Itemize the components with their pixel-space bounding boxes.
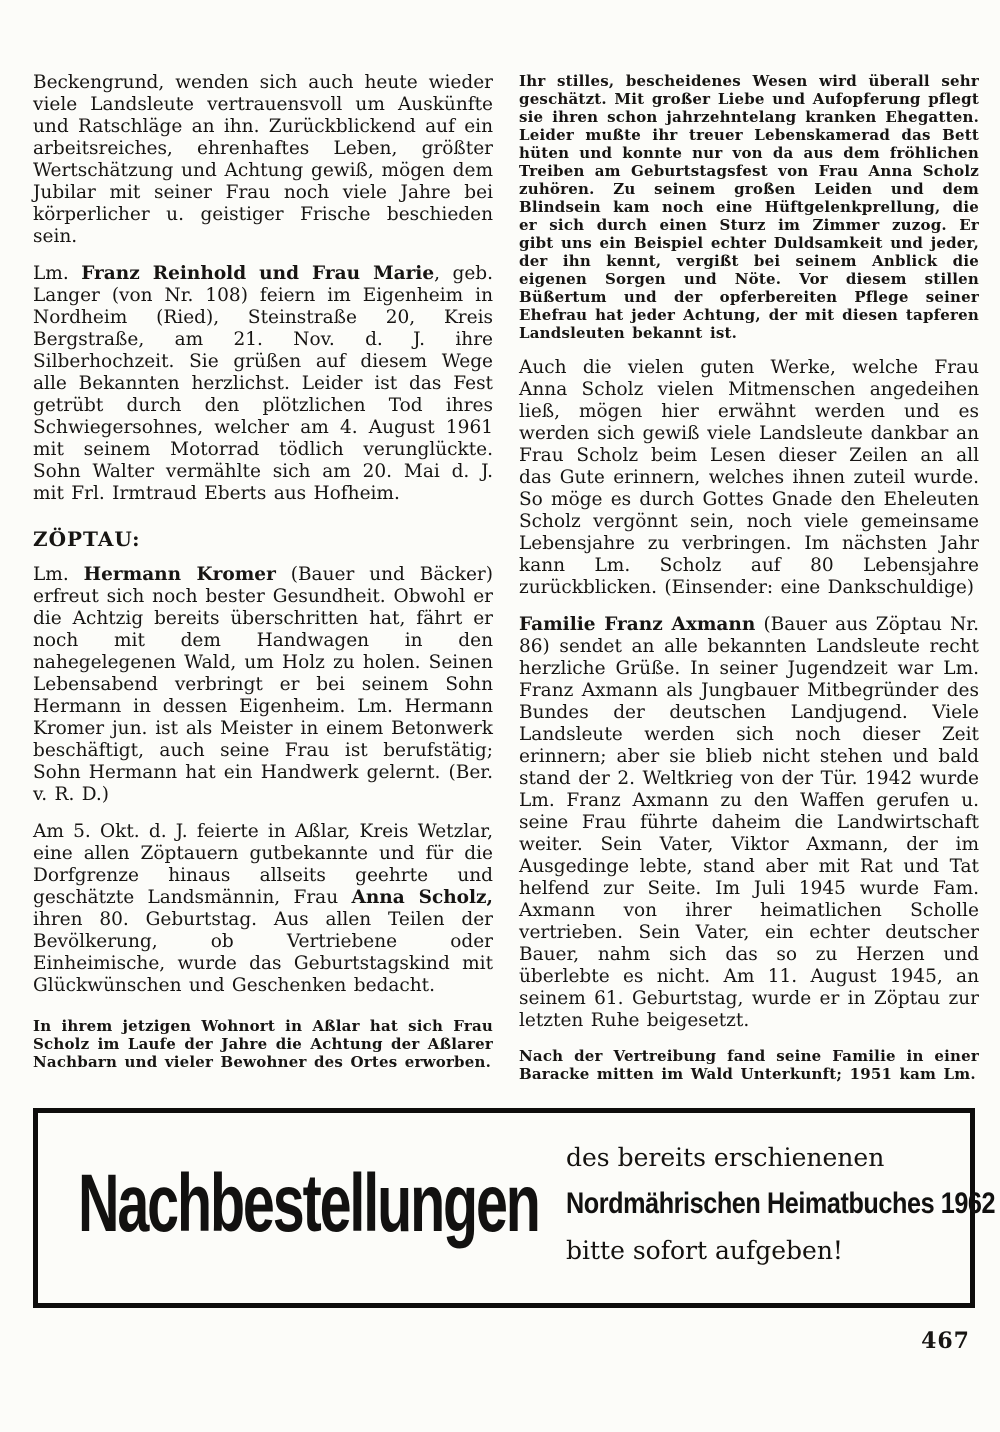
page-number: 467 — [921, 1328, 970, 1354]
ad-text-block — [566, 1143, 1000, 1265]
person-name-bold: Franz Reinhold und Frau Marie — [81, 263, 435, 284]
left-column — [33, 72, 493, 1098]
article-paragraph-small — [519, 1047, 979, 1083]
reorder-ad-box — [33, 1108, 996, 1308]
paragraph-text: Am 5. Okt. d. J. feierte in Aßlar, Kreis Wetzlar, eine allen Zöptauern gutbekannte und für die Dorfgrenze hinaus allseits geehrte und geschätzte Landsmännin, Frau — [33, 821, 493, 908]
article-paragraph — [33, 821, 493, 997]
article-paragraph — [519, 614, 979, 1032]
article-paragraph — [519, 357, 979, 599]
article-columns — [33, 72, 979, 1098]
ad-headline: Nachbestellungen — [78, 1158, 539, 1250]
article-paragraph-small — [519, 72, 979, 342]
paragraph-text: , geb. Langer (von Nr. 108) feiern im Eigenheim in Nordheim (Ried), Steinstraße 20, Kreis Bergstraße, am 21. Nov. d. J. ihre Silberhochzeit. Sie grüßen auf diesem Wege alle Bekannten herzlichst. Leider ist das Fest getrübt durch den plötzlichen Tod ihres Schwiegersohnes, welcher am 4. August 1961 mit seinem Motorrad tödlich verunglückte. Sohn Walter vermählte sich am 20. Mai d. J. mit Frl. Irmtraud Eberts aus Hofheim. — [33, 263, 493, 504]
ad-line: des bereits erschienenen — [566, 1143, 885, 1172]
article-paragraph — [33, 263, 493, 505]
paragraph-text: (Bauer und Bäcker) erfreut sich noch bester Gesundheit. Obwohl er die Achtzig bereits überschritten hat, fährt er noch mit dem Handwagen in den nahegelegenen Wald, um Holz zu holen. Seinen Lebensabend verbringt er bei seinem Sohn Hermann in dessen Eigenheim. Lm. Hermann Kromer jun. ist als Meister in einem Betonwerk beschäftigt, auch seine Frau ist berufstätig; Sohn Hermann hat ein Handwerk gelernt. (Ber. v. R. D.) — [33, 564, 493, 805]
paragraph-text: (Bauer aus Zöptau Nr. 86) sendet an alle bekannten Landsleute recht herzliche Grüße. In seiner Jugendzeit war Lm. Franz Axmann als Jungbauer Mitbegründer des Bundes der deutschen Landjugend. Viele Landsleute werden sich noch dieser Zeit erinnern; aber sie blieb nicht stehen und bald stand der 2. Weltkrieg von der Tür. 1942 wurde Lm. Franz Axmann zu den Waffen gerufen u. seine Frau führte daheim die Landwirtschaft weiter. Sein Vater, Viktor Axmann, der im Ausgedinge lebte, stand aber mit Rat und Tat helfend zur Seite. Im Juli 1945 wurde Fam. Axmann von ihrer heimatlichen Scholle vertrieben. Sein Vater, ein echter deutscher Bauer, nahm sich das so zu Herzen und überlebte es nicht. Am 11. August 1945, an seinem 61. Geburtstag, wurde er in Zöptau zur letzten Ruhe beigesetzt. — [519, 614, 979, 1031]
paragraph-text: Auch die vielen guten Werke, welche Frau Anna Scholz vielen Mitmenschen angedeihen ließ, mögen hier erwähnt werden und es werden sich gewiß viele Landsleute dankbar an Frau Scholz beim Lesen dieser Zeilen an all das Gute erinnern, welches ihnen zuteil wurde. So möge es durch Gottes Gnade den Eheleuten Scholz vergönnt sein, noch viele gemeinsame Lebensjahre zu verbringen. Im nächsten Jahr kann Lm. Scholz auf 80 Lebensjahre zurückblicken. (Einsender: eine Dankschuldige) — [519, 357, 979, 598]
paragraph-text: Lm. — [33, 263, 82, 284]
ad-book-title: Nordmährischen Heimatbuches 1962 — [566, 1187, 996, 1220]
ad-line: bitte sofort aufgeben! — [566, 1236, 843, 1265]
paragraph-text: ihren 80. Geburtstag. Aus allen Teilen der Bevölkerung, ob Vertriebene oder Einheimische, wurde das Geburtstagskind mit Glückwünschen und Geschenken bedacht. — [33, 909, 493, 996]
article-paragraph — [33, 72, 493, 248]
paragraph-text: Nach der Vertreibung fand seine Familie in einer Baracke mitten im Wald Unterkunft; 1951 kam Lm. — [519, 1047, 979, 1083]
paragraph-text: Beckengrund, wenden sich auch heute wieder viele Landsleute vertrauensvoll um Auskünfte und Ratschläge an ihn. Zurückblickend auf ein arbeitsreiches, ehrenhaftes Leben, größter Wertschätzung und Achtung gewiß, mögen dem Jubilar mit seiner Frau noch viele Jahre bei körperlicher u. geistiger Frische beschieden sein. — [33, 72, 493, 247]
person-name-bold: Anna Scholz, — [351, 887, 493, 908]
paragraph-text: In ihrem jetzigen Wohnort in Aßlar hat sich Frau Scholz im Laufe der Jahre die Achtung der Aßlarer Nachbarn und vieler Bewohner des Ortes erworben. — [33, 1017, 493, 1071]
article-paragraph-small — [33, 1017, 493, 1071]
person-name-bold: Familie Franz Axmann — [519, 614, 756, 635]
article-paragraph — [33, 564, 493, 806]
section-heading-zoeptau: ZÖPTAU: — [33, 527, 141, 551]
paragraph-text: Lm. — [33, 564, 84, 585]
person-name-bold: Hermann Kromer — [83, 564, 276, 585]
right-column — [519, 72, 979, 1098]
paragraph-text: Ihr stilles, bescheidenes Wesen wird überall sehr geschätzt. Mit großer Liebe und Aufopferung pflegt sie ihren schon jahrzehntelang kranken Ehegatten. Leider mußte ihr treuer Lebenskamerad das Bett hüten und konnte nur von da aus dem fröhlichen Treiben am Geburtstagsfest von Frau Anna Scholz zuhören. Zu seinem großen Leiden und dem Blindsein kam noch eine Hüftgelenkprellung, die er sich durch einen Sturz im Zimmer zuzog. Er gibt uns ein Beispiel echter Duldsamkeit und jeder, der ihn kennt, vergißt bei seinem Anblick die eigenen Sorgen und Nöte. Vor diesem stillen Büßertum und der opferbereiten Pflege seiner Ehefrau hat jeder Achtung, der mit diesen tapferen Landsleuten bekannt ist. — [519, 72, 979, 342]
